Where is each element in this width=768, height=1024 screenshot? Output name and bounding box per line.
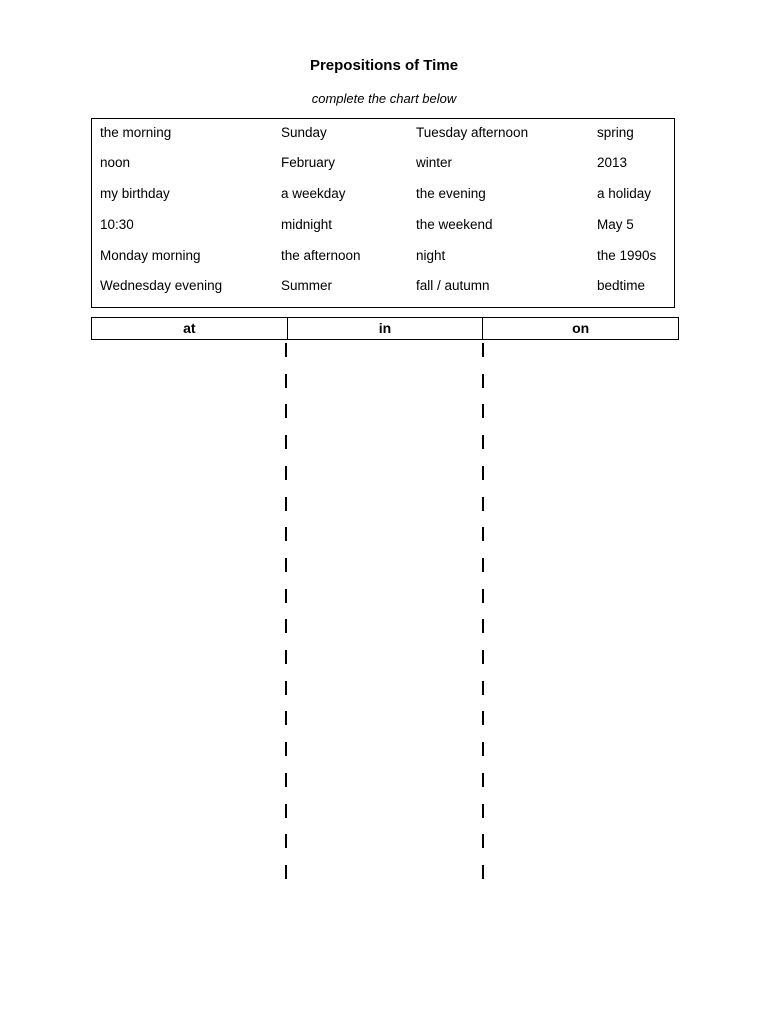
- word-bank-item: bedtime: [597, 278, 646, 293]
- in-on-divider-mark: [482, 343, 484, 357]
- at-in-divider-mark: [285, 404, 287, 418]
- in-on-divider-mark: [482, 527, 484, 541]
- in-on-divider-mark: [482, 711, 484, 725]
- word-bank-item: the afternoon: [281, 248, 361, 263]
- in-on-divider-mark: [482, 742, 484, 756]
- at-in-divider-mark: [285, 711, 287, 725]
- word-bank-item: February: [281, 155, 336, 170]
- at-in-divider-mark: [285, 589, 287, 603]
- in-on-divider-mark: [482, 619, 484, 633]
- word-bank-item: fall / autumn: [416, 278, 490, 293]
- in-on-divider-mark: [482, 865, 484, 879]
- in-on-divider-mark: [482, 466, 484, 480]
- in-on-divider-mark: [482, 497, 484, 511]
- column-header-in: in: [287, 318, 483, 339]
- word-bank-item: May 5: [597, 217, 634, 232]
- word-bank-item: midnight: [281, 217, 333, 232]
- word-bank-item: Monday morning: [100, 248, 201, 263]
- at-in-divider-mark: [285, 773, 287, 787]
- word-bank-item: spring: [597, 125, 634, 140]
- in-on-divider-mark: [482, 681, 484, 695]
- in-on-divider-mark: [482, 773, 484, 787]
- word-bank-item: night: [416, 248, 446, 263]
- in-on-divider-mark: [482, 650, 484, 664]
- page-subtitle: complete the chart below: [311, 91, 457, 106]
- word-bank-item: a holiday: [597, 186, 652, 201]
- word-bank-item: a weekday: [281, 186, 346, 201]
- at-in-divider-mark: [285, 343, 287, 357]
- in-on-divider-mark: [482, 435, 484, 449]
- at-in-divider-mark: [285, 466, 287, 480]
- word-bank-item: 10:30: [100, 217, 134, 232]
- in-on-divider-mark: [482, 834, 484, 848]
- word-bank-item: 2013: [597, 155, 628, 170]
- word-bank-box: [91, 118, 675, 308]
- in-on-divider-mark: [482, 804, 484, 818]
- word-bank-item: Sunday: [281, 125, 327, 140]
- word-bank-item: Tuesday afternoon: [416, 125, 529, 140]
- at-in-divider-mark: [285, 497, 287, 511]
- at-in-divider-mark: [285, 558, 287, 572]
- at-in-divider-mark: [285, 681, 287, 695]
- in-on-divider-mark: [482, 404, 484, 418]
- at-in-divider-mark: [285, 742, 287, 756]
- at-in-divider-mark: [285, 527, 287, 541]
- word-bank-item: noon: [100, 155, 131, 170]
- word-bank-item: the morning: [100, 125, 172, 140]
- word-bank-item: the weekend: [416, 217, 493, 232]
- answer-table-header: [91, 317, 679, 340]
- at-in-divider-mark: [285, 435, 287, 449]
- word-bank-item: Summer: [281, 278, 333, 293]
- at-in-divider-mark: [285, 865, 287, 879]
- word-bank-item: Wednesday evening: [100, 278, 223, 293]
- at-in-divider-mark: [285, 834, 287, 848]
- in-on-divider-mark: [482, 589, 484, 603]
- word-bank-item: the 1990s: [597, 248, 657, 263]
- in-on-divider-mark: [482, 558, 484, 572]
- word-bank-item: the evening: [416, 186, 486, 201]
- word-bank-item: my birthday: [100, 186, 170, 201]
- column-header-on: on: [482, 318, 678, 339]
- column-header-at: at: [183, 320, 196, 336]
- at-in-divider-mark: [285, 650, 287, 664]
- page-title: Prepositions of Time: [309, 57, 459, 74]
- in-on-divider-mark: [482, 374, 484, 388]
- word-bank-item: winter: [416, 155, 453, 170]
- at-in-divider-mark: [285, 374, 287, 388]
- at-in-divider-mark: [285, 619, 287, 633]
- at-in-divider-mark: [285, 804, 287, 818]
